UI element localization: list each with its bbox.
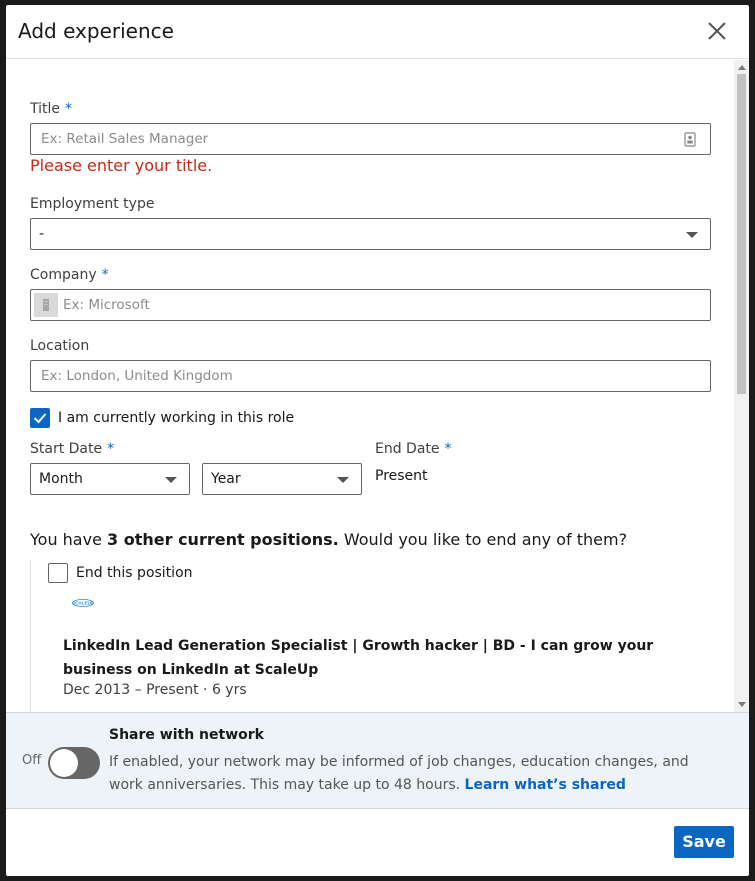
chevron-down-icon — [165, 477, 177, 483]
required-mark: * — [444, 441, 452, 457]
learn-more-link[interactable]: Learn what’s shared — [464, 777, 626, 793]
current-role-checkbox[interactable] — [30, 408, 50, 428]
start-month-value: Month — [39, 471, 83, 487]
form-body — [6, 60, 749, 712]
company-building-icon — [34, 293, 58, 317]
company-input[interactable] — [30, 289, 711, 321]
start-date-label — [30, 441, 114, 457]
employment-type-value: - — [39, 226, 45, 242]
question-prefix: You have — [30, 530, 108, 549]
end-position-checkbox[interactable] — [48, 563, 68, 583]
close-icon — [703, 17, 731, 45]
position-title: LinkedIn Lead Generation Specialist | Growth hacker | BD - I can grow your business on LinkedIn at ScaleUp — [63, 638, 654, 678]
share-toggle[interactable] — [48, 747, 100, 779]
employment-type-select[interactable] — [30, 218, 711, 250]
share-with-network-panel — [6, 712, 749, 809]
question-count: 3 other current positions. — [107, 530, 339, 549]
modal-title: Add experience — [18, 19, 174, 43]
close-button[interactable] — [703, 17, 731, 45]
position-dates: Dec 2013 – Present · 6 yrs — [63, 682, 247, 698]
company-placeholder: Ex: Microsoft — [63, 297, 150, 313]
start-month-select[interactable] — [30, 463, 190, 495]
save-button[interactable]: Save — [674, 826, 734, 858]
end-position-label: End this position — [76, 565, 193, 581]
title-label — [30, 101, 72, 117]
share-description-text: If enabled, your network may be informed of job changes, education changes, and work anniversaries. This may take up to 48 hours. — [109, 754, 689, 793]
required-mark: * — [107, 441, 115, 457]
chevron-down-icon — [337, 477, 349, 483]
scroll-down-arrow-icon[interactable] — [738, 702, 746, 707]
employment-type-label: Employment type — [30, 196, 155, 212]
scroll-up-arrow-icon[interactable] — [738, 65, 746, 70]
start-year-select[interactable] — [202, 463, 362, 495]
share-description — [109, 751, 709, 797]
location-input[interactable] — [30, 360, 711, 392]
title-placeholder: Ex: Retail Sales Manager — [41, 131, 209, 147]
start-year-value: Year — [211, 471, 241, 487]
title-label-text: Title — [30, 101, 61, 117]
other-positions-question — [30, 530, 627, 549]
title-error: Please enter your title. — [30, 156, 213, 175]
position-item — [30, 560, 710, 712]
start-date-label-text: Start Date — [30, 441, 103, 457]
company-label-text: Company — [30, 267, 97, 283]
question-suffix: Would you like to end any of them? — [338, 530, 628, 549]
location-placeholder: Ex: London, United Kingdom — [41, 368, 233, 384]
add-experience-modal — [6, 5, 749, 876]
share-title: Share with network — [109, 727, 264, 743]
modal-header — [6, 5, 749, 59]
scrollbar[interactable] — [734, 60, 749, 712]
end-date-label — [375, 441, 452, 457]
toggle-state-label: Off — [22, 753, 42, 768]
end-date-value: Present — [375, 468, 428, 484]
toggle-knob — [50, 749, 78, 777]
title-input[interactable] — [30, 123, 711, 155]
company-logo — [72, 598, 94, 608]
company-label — [30, 267, 109, 283]
autofill-icon[interactable] — [684, 132, 696, 147]
checkmark-icon — [31, 409, 49, 427]
scrollbar-thumb[interactable] — [737, 74, 746, 394]
end-date-label-text: End Date — [375, 441, 440, 457]
current-role-label: I am currently working in this role — [58, 410, 295, 426]
location-label: Location — [30, 338, 90, 354]
chevron-down-icon — [686, 232, 698, 238]
required-mark: * — [65, 101, 73, 117]
required-mark: * — [101, 267, 109, 283]
svg-text:SCALEUP: SCALEUP — [72, 600, 94, 606]
